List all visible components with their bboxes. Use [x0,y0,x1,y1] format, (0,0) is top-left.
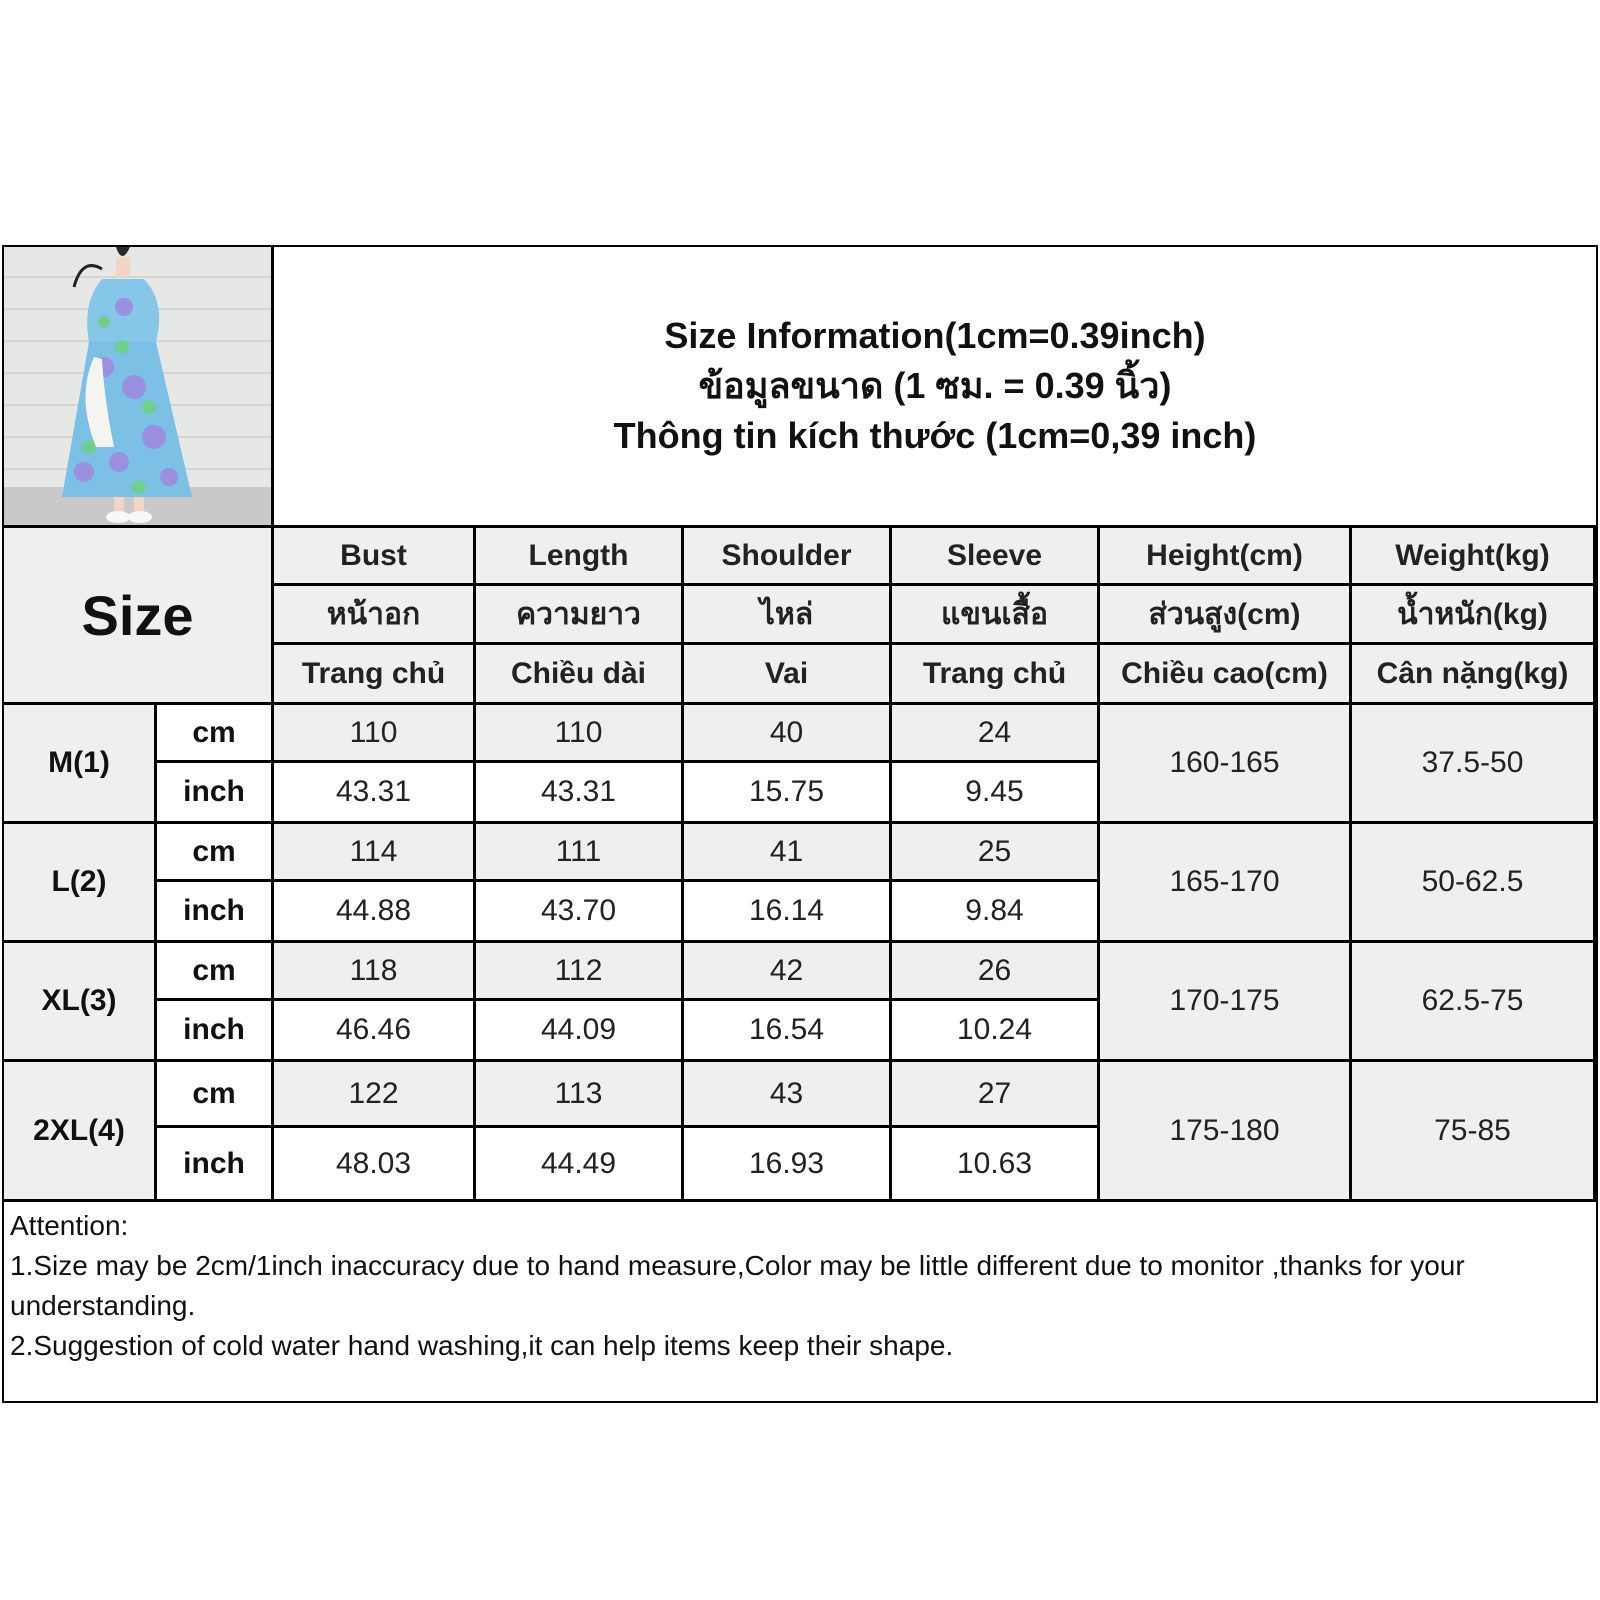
column-header-th: แขนเสื้อ [892,586,1100,645]
column-header-en: Height(cm) [1100,528,1352,586]
cm-value: 27 [892,1062,1100,1128]
cm-value: 113 [476,1062,684,1128]
unit-cm-label: cm [157,1062,274,1128]
size-chart [2,245,1598,1403]
product-photo [4,247,274,528]
unit-cm-label: cm [157,943,274,1001]
unit-cm-label: cm [157,824,274,882]
inch-value: 10.24 [892,1001,1100,1062]
column-header-th: น้ำหนัก(kg) [1352,586,1596,645]
inch-value: 15.75 [684,763,892,824]
cm-value: 110 [476,705,684,763]
inch-value: 44.49 [476,1128,684,1202]
column-header-th: หน้าอก [274,586,476,645]
column-header-en: Bust [274,528,476,586]
column-header-th: ความยาว [476,586,684,645]
inch-value: 44.88 [274,882,476,943]
inch-value: 16.93 [684,1128,892,1202]
height-range: 170-175 [1100,943,1352,1062]
size-header: Size [4,528,274,705]
cm-value: 112 [476,943,684,1001]
attention-notes [4,1202,1596,1401]
inch-value: 10.63 [892,1128,1100,1202]
cm-value: 118 [274,943,476,1001]
inch-value: 48.03 [274,1128,476,1202]
cm-value: 42 [684,943,892,1001]
unit-cm-label: cm [157,705,274,763]
column-header-en: Length [476,528,684,586]
weight-range: 37.5-50 [1352,705,1596,824]
inch-value: 43.70 [476,882,684,943]
unit-inch-label: inch [157,1001,274,1062]
unit-inch-label: inch [157,882,274,943]
inch-value: 16.14 [684,882,892,943]
height-range: 165-170 [1100,824,1352,943]
title-vietnamese: Thông tin kích thước (1cm=0,39 inch) [613,415,1257,456]
cm-value: 24 [892,705,1100,763]
unit-inch-label: inch [157,1128,274,1202]
column-header-th: ไหล่ [684,586,892,645]
weight-range: 50-62.5 [1352,824,1596,943]
column-header-en: Sleeve [892,528,1100,586]
size-label: 2XL(4) [4,1062,157,1202]
cm-value: 43 [684,1062,892,1128]
column-header-vi: Trang chủ [274,645,476,705]
column-header-en: Shoulder [684,528,892,586]
column-header-th: ส่วนสูง(cm) [1100,586,1352,645]
size-label: L(2) [4,824,157,943]
inch-value: 43.31 [476,763,684,824]
dress-model-photo-icon [4,247,271,525]
column-header-vi: Vai [684,645,892,705]
cm-value: 41 [684,824,892,882]
column-header-vi: Chiều cao(cm) [1100,645,1352,705]
inch-value: 16.54 [684,1001,892,1062]
notes-heading: Attention: [10,1210,129,1241]
height-range: 160-165 [1100,705,1352,824]
inch-value: 43.31 [274,763,476,824]
title-thai: ข้อมูลขนาด (1 ซม. = 0.39 นิ้ว) [698,365,1172,406]
cm-value: 110 [274,705,476,763]
inch-value: 9.45 [892,763,1100,824]
cm-value: 25 [892,824,1100,882]
notes-line-1: 1.Size may be 2cm/1inch inaccuracy due to hand measure,Color may be little different due to monitor ,thanks for your understanding. [10,1250,1465,1321]
title-english: Size Information(1cm=0.39inch) [664,315,1206,356]
cm-value: 111 [476,824,684,882]
size-label: M(1) [4,705,157,824]
column-header-vi: Chiều dài [476,645,684,705]
inch-value: 46.46 [274,1001,476,1062]
title-box [274,247,1596,528]
notes-line-2: 2.Suggestion of cold water hand washing,it can help items keep their shape. [10,1330,954,1361]
height-range: 175-180 [1100,1062,1352,1202]
cm-value: 40 [684,705,892,763]
cm-value: 26 [892,943,1100,1001]
inch-value: 9.84 [892,882,1100,943]
cm-value: 122 [274,1062,476,1128]
cm-value: 114 [274,824,476,882]
weight-range: 75-85 [1352,1062,1596,1202]
column-header-en: Weight(kg) [1352,528,1596,586]
unit-inch-label: inch [157,763,274,824]
size-label: XL(3) [4,943,157,1062]
weight-range: 62.5-75 [1352,943,1596,1062]
inch-value: 44.09 [476,1001,684,1062]
column-header-vi: Trang chủ [892,645,1100,705]
column-header-vi: Cân nặng(kg) [1352,645,1596,705]
